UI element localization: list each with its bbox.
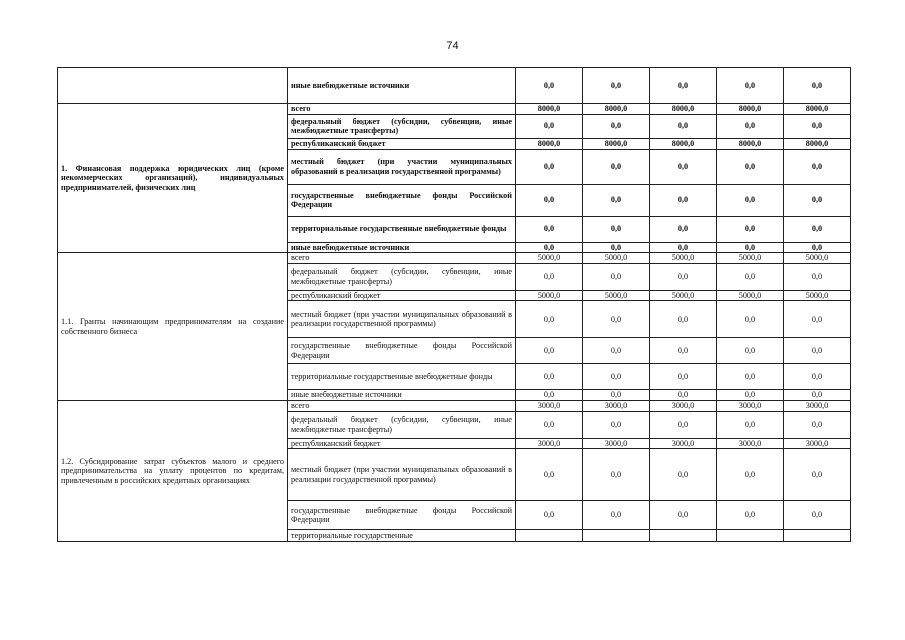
amount-cell: 0,0 [650,242,717,253]
amount-cell: 3000,0 [717,400,784,411]
amount-cell: 8000,0 [583,104,650,115]
amount-cell: 0,0 [516,449,583,501]
activity-name: 1.1. Гранты начинающим предпринимателям на создание собственного бизнеса [58,253,288,401]
amount-cell: 5000,0 [583,253,650,264]
amount-cell: 0,0 [784,364,851,390]
amount-cell: 0,0 [784,390,851,401]
table-row [58,253,851,264]
amount-cell: 0,0 [717,216,784,242]
amount-cell: 3000,0 [784,400,851,411]
amount-cell: 0,0 [717,263,784,290]
amount-cell: 3000,0 [516,400,583,411]
amount-cell: 0,0 [583,449,650,501]
amount-cell: 0,0 [717,411,784,438]
amount-cell: 5000,0 [516,290,583,301]
amount-cell: 0,0 [717,449,784,501]
amount-cell: 0,0 [717,390,784,401]
funding-source: республиканский бюджет [288,138,516,149]
amount-cell: 0,0 [650,68,717,104]
amount-cell: 0,0 [784,68,851,104]
amount-cell [784,530,851,542]
amount-cell: 0,0 [717,114,784,138]
amount-cell [583,530,650,542]
amount-cell: 0,0 [650,338,717,364]
amount-cell: 0,0 [650,390,717,401]
funding-source: республиканский бюджет [288,290,516,301]
amount-cell: 0,0 [650,149,717,184]
amount-cell: 3000,0 [583,438,650,449]
amount-cell: 3000,0 [717,438,784,449]
amount-cell: 0,0 [516,301,583,338]
amount-cell: 3000,0 [650,438,717,449]
amount-cell: 0,0 [650,184,717,216]
amount-cell: 0,0 [717,301,784,338]
amount-cell: 0,0 [516,68,583,104]
amount-cell: 0,0 [583,501,650,530]
amount-cell: 0,0 [516,242,583,253]
amount-cell: 0,0 [516,149,583,184]
amount-cell: 8000,0 [717,138,784,149]
amount-cell: 5000,0 [650,253,717,264]
amount-cell: 0,0 [784,338,851,364]
funding-source: всего [288,253,516,264]
amount-cell: 0,0 [784,501,851,530]
amount-cell: 0,0 [516,184,583,216]
amount-cell: 0,0 [583,364,650,390]
amount-cell: 8000,0 [784,104,851,115]
funding-source: местный бюджет (при участии муниципальных образований в реализации государственной программы) [288,149,516,184]
amount-cell: 5000,0 [784,253,851,264]
amount-cell: 0,0 [784,242,851,253]
amount-cell: 8000,0 [516,104,583,115]
amount-cell: 0,0 [784,216,851,242]
amount-cell: 3000,0 [583,400,650,411]
amount-cell: 0,0 [717,242,784,253]
amount-cell: 0,0 [516,338,583,364]
page-number: 74 [446,40,459,52]
funding-source: государственные внебюджетные фонды Российской Федерации [288,501,516,530]
amount-cell: 5000,0 [717,290,784,301]
amount-cell: 0,0 [583,390,650,401]
amount-cell: 0,0 [717,501,784,530]
amount-cell: 0,0 [583,149,650,184]
funding-source: иные внебюджетные источники [288,68,516,104]
table-row [58,68,851,104]
funding-source: федеральный бюджет (субсидии, субвенции, иные межбюджетные трансферты) [288,263,516,290]
funding-source: иные внебюджетные источники [288,390,516,401]
amount-cell: 0,0 [650,411,717,438]
funding-source: всего [288,400,516,411]
amount-cell: 0,0 [516,501,583,530]
amount-cell: 0,0 [784,411,851,438]
amount-cell: 5000,0 [583,290,650,301]
amount-cell: 0,0 [516,411,583,438]
amount-cell: 0,0 [516,216,583,242]
table-row [58,400,851,411]
activity-name: 1.2. Субсидирование затрат субъектов малого и среднего предпринимательства на уплату процентов по кредитам, привлеченным в российских кредитных организациях [58,400,288,541]
amount-cell: 0,0 [583,114,650,138]
amount-cell: 8000,0 [583,138,650,149]
amount-cell: 8000,0 [650,138,717,149]
amount-cell: 8000,0 [650,104,717,115]
amount-cell: 5000,0 [650,290,717,301]
amount-cell: 0,0 [784,301,851,338]
funding-source: территориальные государственные внебюджетные фонды [288,216,516,242]
funding-source: всего [288,104,516,115]
funding-source: государственные внебюджетные фонды Российской Федерации [288,184,516,216]
amount-cell: 3000,0 [516,438,583,449]
amount-cell: 0,0 [717,184,784,216]
amount-cell: 8000,0 [784,138,851,149]
amount-cell: 0,0 [583,263,650,290]
funding-source: федеральный бюджет (субсидии, субвенции, иные межбюджетные трансферты) [288,411,516,438]
amount-cell: 0,0 [717,149,784,184]
funding-source: территориальные государственные [288,530,516,542]
activity-name: 1. Финансовая поддержка юридических лиц (кроме некоммерческих организаций), индивидуальных предпринимателей, физических лиц [58,104,288,253]
amount-cell: 0,0 [650,114,717,138]
amount-cell: 3000,0 [784,438,851,449]
amount-cell: 0,0 [583,242,650,253]
budget-table [57,67,851,542]
amount-cell: 0,0 [650,301,717,338]
amount-cell: 0,0 [784,449,851,501]
amount-cell: 0,0 [516,114,583,138]
amount-cell: 8000,0 [516,138,583,149]
funding-source: республиканский бюджет [288,438,516,449]
amount-cell: 0,0 [784,149,851,184]
amount-cell: 0,0 [583,338,650,364]
amount-cell: 0,0 [650,449,717,501]
amount-cell: 0,0 [650,263,717,290]
amount-cell: 0,0 [583,184,650,216]
funding-source: местный бюджет (при участии муниципальных образований в реализации государственной программы) [288,449,516,501]
amount-cell: 0,0 [516,390,583,401]
amount-cell: 5000,0 [784,290,851,301]
amount-cell: 0,0 [650,216,717,242]
amount-cell: 0,0 [583,216,650,242]
amount-cell: 8000,0 [717,104,784,115]
amount-cell [516,530,583,542]
amount-cell: 0,0 [650,364,717,390]
amount-cell: 0,0 [583,68,650,104]
activity-name [58,68,288,104]
amount-cell: 5000,0 [516,253,583,264]
amount-cell: 0,0 [516,364,583,390]
amount-cell: 0,0 [717,364,784,390]
amount-cell: 0,0 [650,501,717,530]
funding-source: государственные внебюджетные фонды Российской Федерации [288,338,516,364]
amount-cell: 0,0 [717,338,784,364]
amount-cell: 0,0 [784,263,851,290]
amount-cell: 5000,0 [717,253,784,264]
amount-cell: 3000,0 [650,400,717,411]
funding-source: федеральный бюджет (субсидии, субвенции, иные межбюджетные трансферты) [288,114,516,138]
amount-cell: 0,0 [583,301,650,338]
amount-cell: 0,0 [784,184,851,216]
amount-cell [717,530,784,542]
amount-cell: 0,0 [717,68,784,104]
funding-source: иные внебюджетные источники [288,242,516,253]
amount-cell: 0,0 [583,411,650,438]
funding-source: местный бюджет (при участии муниципальных образований в реализации государственной программы) [288,301,516,338]
amount-cell: 0,0 [784,114,851,138]
amount-cell [650,530,717,542]
table-row [58,104,851,115]
amount-cell: 0,0 [516,263,583,290]
funding-source: территориальные государственные внебюджетные фонды [288,364,516,390]
